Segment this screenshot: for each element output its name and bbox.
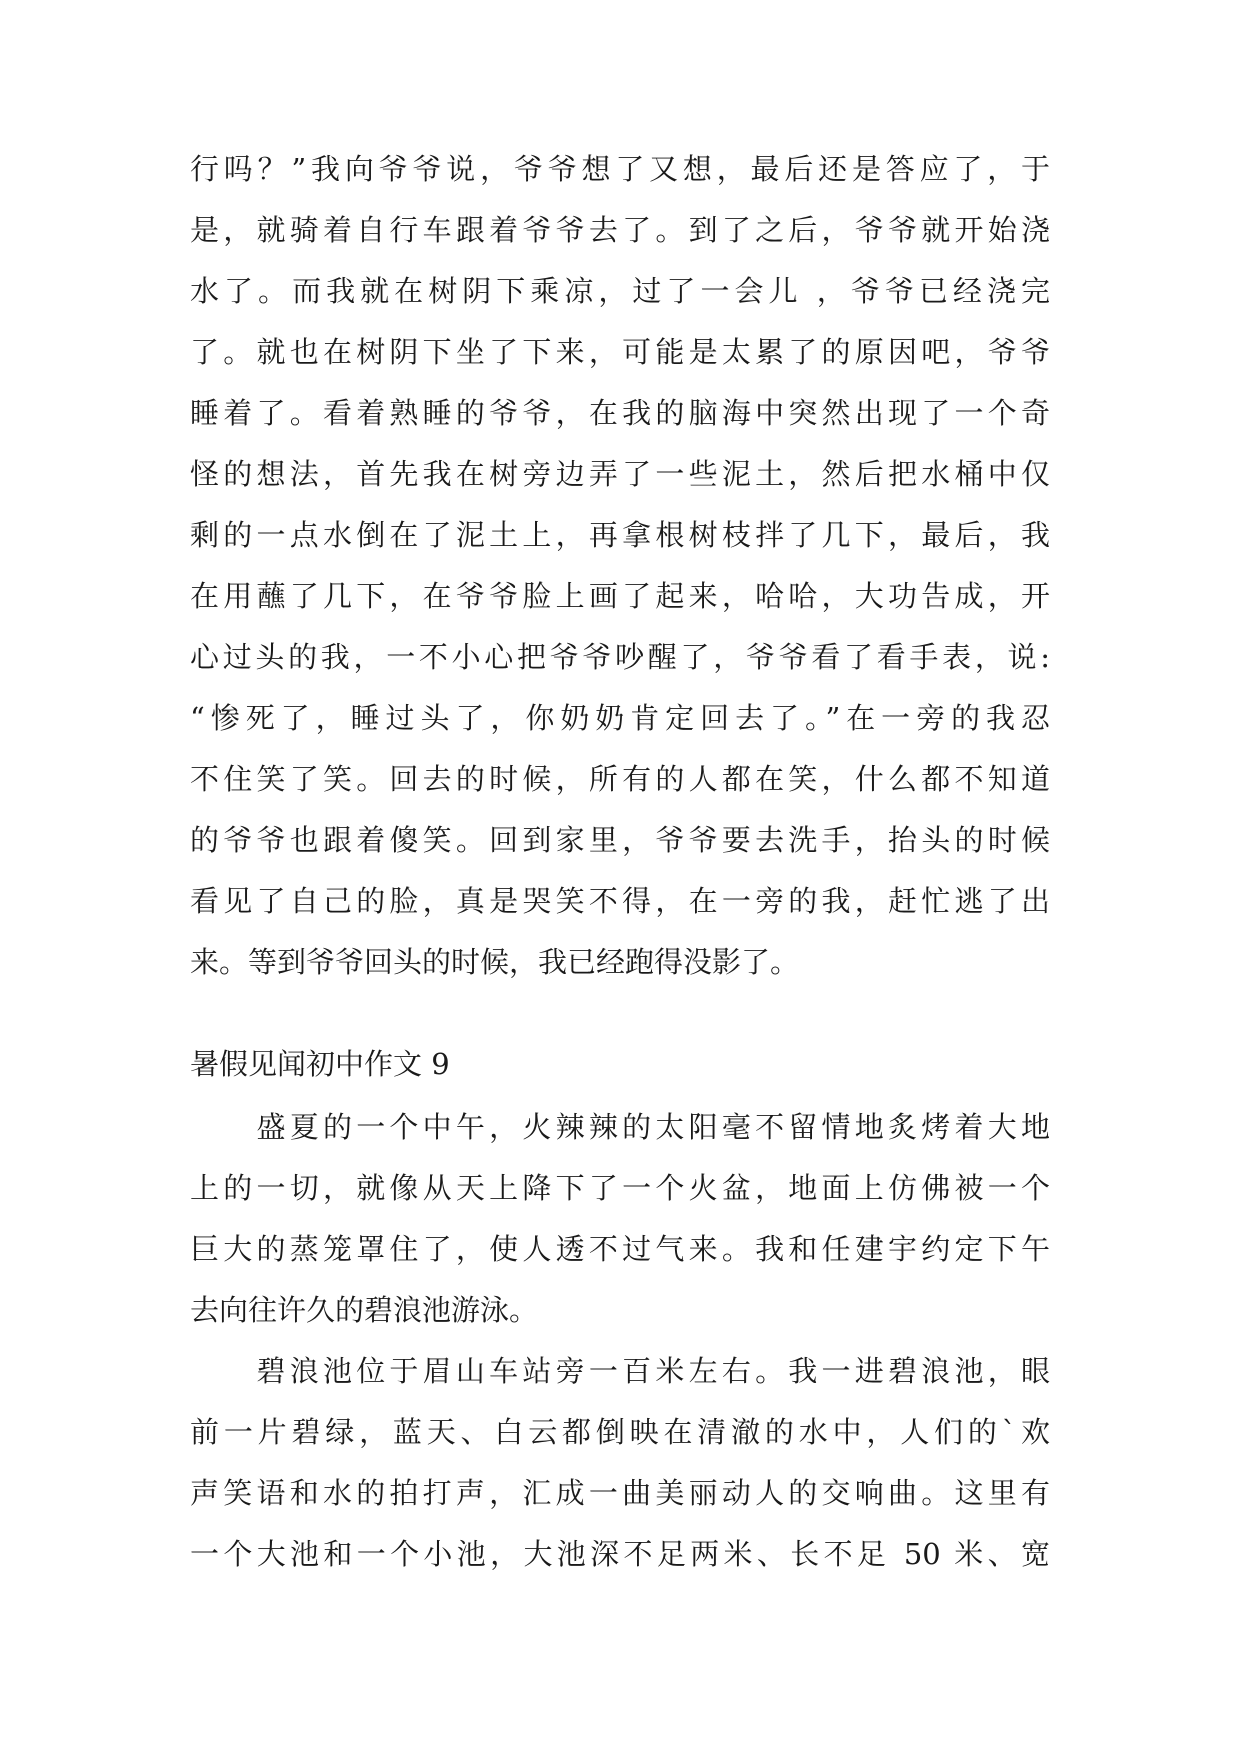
paragraph-line: 巨大的蒸笼罩住了，使人透不过气来。我和任建宇约定下午 [190, 1232, 1050, 1266]
paragraph-line: 是，就骑着自行车跟着爷爷去了。到了之后，爷爷就开始浇 [190, 213, 1050, 247]
paragraph-line: 心过头的我，一不小心把爷爷吵醒了，爷爷看了看手表，说: [190, 640, 1050, 674]
paragraph-line: 碧浪池位于眉山车站旁一百米左右。我一进碧浪池，眼 [190, 1354, 1050, 1388]
paragraph-line: 盛夏的一个中午，火辣辣的太阳毫不留情地炙烤着大地 [190, 1110, 1050, 1144]
paragraph-line: 的爷爷也跟着傻笑。回到家里，爷爷要去洗手，抬头的时候 [190, 823, 1050, 857]
paragraph-line: 了。就也在树阴下坐了下来，可能是太累了的原因吧，爷爷 [190, 335, 1050, 369]
paragraph-line: 行吗？”我向爷爷说，爷爷想了又想，最后还是答应了，于 [190, 152, 1050, 186]
paragraph-line: 在用蘸了几下，在爷爷脸上画了起来，哈哈，大功告成，开 [190, 579, 1050, 613]
paragraph-line: 水了。而我就在树阴下乘凉，过了一会儿 ，爷爷已经浇完 [190, 274, 1050, 308]
paragraph-line: 不住笑了笑。回去的时候，所有的人都在笑，什么都不知道 [190, 762, 1050, 796]
paragraph-line: 来。等到爷爷回头的时候，我已经跑得没影了。 [190, 945, 800, 979]
paragraph-line: “惨死了，睡过头了，你奶奶肯定回去了。”在一旁的我忍 [190, 701, 1050, 735]
paragraph-line: 怪的想法，首先我在树旁边弄了一些泥土，然后把水桶中仅 [190, 457, 1050, 491]
paragraph-line: 上的一切，就像从天上降下了一个火盆，地面上仿佛被一个 [190, 1171, 1050, 1205]
paragraph-line: 声笑语和水的拍打声，汇成一曲美丽动人的交响曲。这里有 [190, 1476, 1050, 1510]
paragraph-line: 去向往许久的碧浪池游泳。 [190, 1293, 539, 1327]
paragraph-line: 一个大池和一个小池，大池深不足两米、长不足 50 米、宽 [190, 1537, 1050, 1571]
paragraph-line: 前一片碧绿，蓝天、白云都倒映在清澈的水中，人们的`欢 [190, 1415, 1050, 1449]
paragraph-line: 剩的一点水倒在了泥土上，再拿根树枝拌了几下，最后，我 [190, 518, 1050, 552]
paragraph-line: 看见了自己的脸，真是哭笑不得，在一旁的我，赶忙逃了出 [190, 884, 1050, 918]
paragraph-line: 睡着了。看着熟睡的爷爷，在我的脑海中突然出现了一个奇 [190, 396, 1050, 430]
section-title: 暑假见闻初中作文 9 [190, 1047, 450, 1081]
